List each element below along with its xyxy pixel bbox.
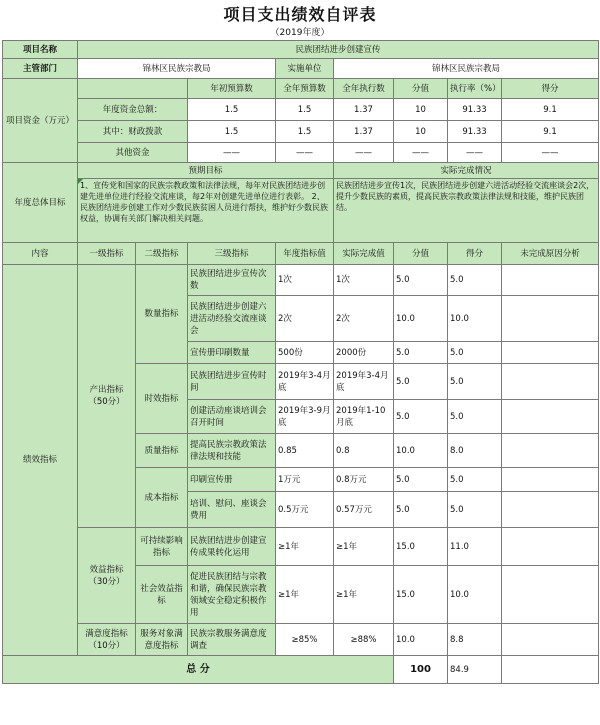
indicator-name: 民族宗教服务满意度调查: [188, 624, 276, 656]
indicator-got: 5.0: [448, 342, 502, 364]
indicator-target: 2019年3-9月底: [276, 400, 334, 434]
perf-header: 得分: [448, 243, 502, 265]
indicator-name: 印刷宣传册: [188, 468, 276, 492]
dept-value: 锦林区民族宗教局: [78, 59, 276, 79]
indicator-name: 民族团结进步创建六进活动经验交流座谈会: [188, 296, 276, 342]
funds-cell: 10: [394, 99, 448, 121]
indicator-reason: [502, 364, 599, 400]
indicator-got: 8.8: [448, 624, 502, 656]
perf-header: 三级指标: [188, 243, 276, 265]
indicator-got: 5.0: [448, 468, 502, 492]
indicator-score: 10.0: [394, 434, 448, 468]
perf-header: 二级指标: [136, 243, 188, 265]
indicator-got: 5.0: [448, 265, 502, 296]
perf-header: 未完成原因分析: [502, 243, 599, 265]
funds-header-col: 全年执行数: [334, 79, 394, 99]
indicator-name: 创建活动座谈培训会召开时间: [188, 400, 276, 434]
indicator-score: 5.0: [394, 265, 448, 296]
indicator-target: ≥85%: [276, 624, 334, 656]
perf-header: 实际完成值: [334, 243, 394, 265]
goal-expected-text: 1、宣传党和国家的民族宗教政策和法律法规，每年对民族团结进步创建先进单位进行经验交流座谈，每2年对创建先进单位进行表彰。 2、民族团结进步创建工作对少数民族贫困人员进行帮扶，维护好少数民族权益，协调有关部门解决相关问题。: [78, 179, 334, 243]
funds-cell: 1.5: [276, 99, 334, 121]
indicator-score: 5.0: [394, 492, 448, 528]
indicator-actual: 2019年1-10月底: [334, 400, 394, 434]
goal-expected-label: 预期目标: [78, 163, 334, 179]
funds-cell: 91.33: [448, 99, 502, 121]
level2-social: 社会效益指标: [136, 566, 188, 624]
indicator-reason: [502, 492, 599, 528]
indicator-reason: [502, 566, 599, 624]
perf-header: 一级指标: [78, 243, 136, 265]
indicator-name: 民族团结进步宣传次数: [188, 265, 276, 296]
funds-cell: ——: [448, 143, 502, 163]
funds-header-col: 全年预算数: [276, 79, 334, 99]
funds-cell: ——: [334, 143, 394, 163]
indicator-target: ≥1年: [276, 528, 334, 566]
indicator-actual: 1次: [334, 265, 394, 296]
perf-header: 年度指标值: [276, 243, 334, 265]
indicator-actual: ≥1年: [334, 528, 394, 566]
project-name-value: 民族团结进步创建宣传: [78, 41, 599, 59]
goal-actual-text: 民族团结进步宣传1次，民族团结进步创建六进活动经验交流座谈会2次，提升少数民族的素质，提高民族宗教政策法律法规和技能，维护民族团结。: [334, 179, 599, 243]
indicator-actual: 2000份: [334, 342, 394, 364]
funds-cell: 91.33: [448, 121, 502, 143]
indicator-target: 0.5万元: [276, 492, 334, 528]
indicator-name: 民族团结进步宣传时间: [188, 364, 276, 400]
indicator-name: 提高民族宗教政策法律法规和技能: [188, 434, 276, 468]
indicator-target: 2019年3-4月底: [276, 364, 334, 400]
indicator-target: 2次: [276, 296, 334, 342]
funds-cell: ——: [394, 143, 448, 163]
indicator-got: 5.0: [448, 364, 502, 400]
impl-value: 锦林区民族宗教局: [334, 59, 599, 79]
funds-cell: 1.37: [334, 99, 394, 121]
indicator-actual: ≥1年: [334, 566, 394, 624]
perf-label: 绩效指标: [3, 265, 78, 656]
evaluation-table: [2, 40, 599, 684]
indicator-target: ≥1年: [276, 566, 334, 624]
level2-sustain: 可持续影响指标: [136, 528, 188, 566]
funds-cell: 9.1: [502, 99, 599, 121]
indicator-target: 1万元: [276, 468, 334, 492]
funds-header-col: 年初预算数: [188, 79, 276, 99]
funds-cell: 10: [394, 121, 448, 143]
funds-row-label: 其他资金: [78, 143, 188, 163]
indicator-actual: 2019年3-4月底: [334, 364, 394, 400]
indicator-actual: ≥88%: [334, 624, 394, 656]
indicator-reason: [502, 434, 599, 468]
indicator-got: 5.0: [448, 492, 502, 528]
dept-label: 主管部门: [3, 59, 78, 79]
project-name-label: 项目名称: [3, 41, 78, 59]
level2-quality: 质量指标: [136, 434, 188, 468]
indicator-name: 促进民族团结与宗教和谐，确保民族宗教领域安全稳定积极作用: [188, 566, 276, 624]
indicator-got: 11.0: [448, 528, 502, 566]
indicator-target: 500份: [276, 342, 334, 364]
funds-row-label: 其中：财政拨款: [78, 121, 188, 143]
indicator-score: 5.0: [394, 468, 448, 492]
indicator-actual: 2次: [334, 296, 394, 342]
indicator-name: 民族团结进步创建宣传成果转化运用: [188, 528, 276, 566]
indicator-score: 10.0: [394, 296, 448, 342]
funds-cell: ——: [188, 143, 276, 163]
perf-header: 内容: [3, 243, 78, 265]
indicator-target: 0.85: [276, 434, 334, 468]
level2-service: 服务对象满意度指标: [136, 624, 188, 656]
funds-cell: 9.1: [502, 121, 599, 143]
funds-row-label: 年度资金总额：: [78, 99, 188, 121]
indicator-got: 10.0: [448, 566, 502, 624]
indicator-reason: [502, 296, 599, 342]
indicator-score: 10.0: [394, 624, 448, 656]
total-score: 100: [394, 656, 448, 684]
indicator-reason: [502, 400, 599, 434]
indicator-got: 5.0: [448, 400, 502, 434]
goal-label: 年度总体目标: [3, 163, 78, 243]
funds-header-blank: [78, 79, 188, 99]
indicator-score: 5.0: [394, 342, 448, 364]
funds-label: 项目资金（万元）: [3, 79, 78, 163]
level1-satisfaction: 满意度指标（10分）: [78, 624, 136, 656]
page-title: 项目支出绩效自评表: [223, 5, 377, 24]
indicator-actual: 0.8万元: [334, 468, 394, 492]
funds-cell: ——: [502, 143, 599, 163]
indicator-actual: 0.8: [334, 434, 394, 468]
total-got: 84.9: [448, 656, 502, 684]
level2-cost: 成本指标: [136, 468, 188, 528]
total-label: 总 分: [3, 656, 394, 684]
indicator-reason: [502, 468, 599, 492]
level2-quantity: 数量指标: [136, 265, 188, 364]
indicator-score: 5.0: [394, 364, 448, 400]
goal-actual-label: 实际完成情况: [334, 163, 599, 179]
funds-cell: 1.5: [188, 121, 276, 143]
indicator-actual: 0.57万元: [334, 492, 394, 528]
funds-cell: 1.5: [188, 99, 276, 121]
indicator-reason: [502, 528, 599, 566]
funds-cell: 1.5: [276, 121, 334, 143]
impl-label: 实施单位: [276, 59, 334, 79]
total-reason: [502, 656, 599, 684]
level2-time: 时效指标: [136, 364, 188, 434]
indicator-score: 15.0: [394, 528, 448, 566]
funds-header-col: 得分: [502, 79, 599, 99]
perf-header: 分值: [394, 243, 448, 265]
indicator-name: 培训、慰问、座谈会费用: [188, 492, 276, 528]
year-subtitle: （2019年度）: [270, 28, 330, 38]
level1-benefit: 效益指标（30分）: [78, 528, 136, 624]
indicator-score: 15.0: [394, 566, 448, 624]
indicator-target: 1次: [276, 265, 334, 296]
indicator-reason: [502, 265, 599, 296]
funds-cell: ——: [276, 143, 334, 163]
indicator-got: 8.0: [448, 434, 502, 468]
indicator-got: 10.0: [448, 296, 502, 342]
indicator-reason: [502, 342, 599, 364]
funds-header-col: 分值: [394, 79, 448, 99]
indicator-reason: [502, 624, 599, 656]
indicator-name: 宣传册印刷数量: [188, 342, 276, 364]
level1-output: 产出指标（50分）: [78, 265, 136, 528]
funds-header-col: 执行率（%）: [448, 79, 502, 99]
funds-cell: 1.37: [334, 121, 394, 143]
indicator-score: 5.0: [394, 400, 448, 434]
